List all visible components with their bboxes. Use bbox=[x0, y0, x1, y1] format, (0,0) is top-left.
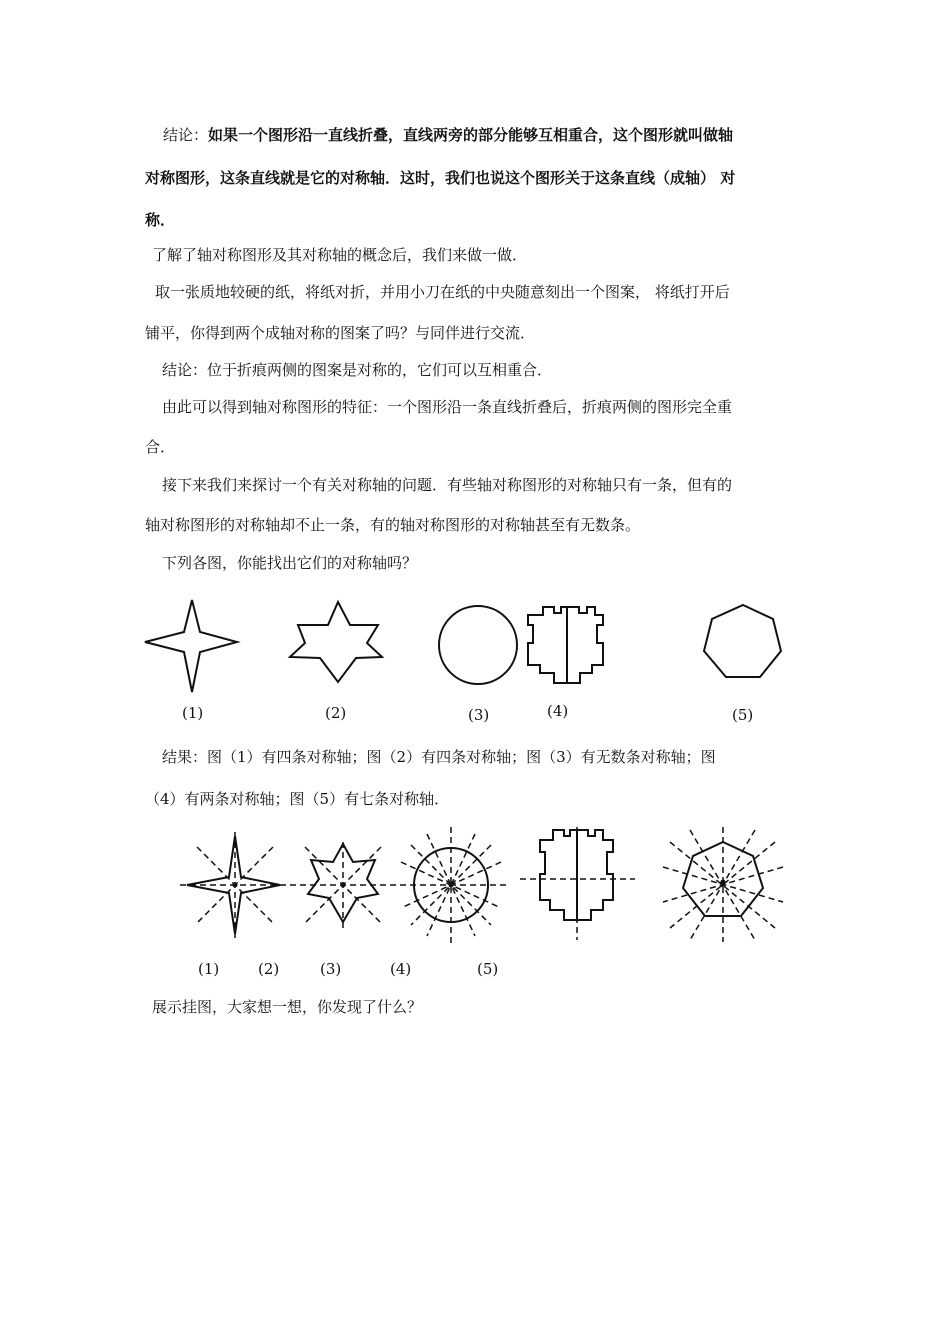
axes-castle-right bbox=[577, 830, 613, 920]
activity-line-2: 铺平，你得到两个成轴对称的图案了吗？与同伴进行交流． bbox=[145, 324, 536, 342]
result-line-2: （4）有两条对称轴；图（5）有七条对称轴． bbox=[145, 790, 450, 808]
fig1-label-1: (1) bbox=[182, 704, 204, 722]
fig1-label-4: (4) bbox=[547, 702, 569, 720]
activity-line-1: 取一张质地较硬的纸，将纸对折，并用小刀在纸的中央随意刻出一个图案， 将纸打开后 bbox=[155, 283, 730, 301]
circle-shape bbox=[439, 606, 517, 684]
fig2-label-2: (2) bbox=[258, 960, 280, 978]
feature-line-2: 合． bbox=[145, 438, 176, 456]
center-point-2 bbox=[341, 883, 346, 888]
shapes-figure bbox=[140, 595, 800, 705]
fig2-label-4: (4) bbox=[390, 960, 412, 978]
question: 下列各图，你能找出它们的对称轴吗？ bbox=[162, 554, 418, 572]
conclusion-line-1 bbox=[145, 125, 810, 145]
axes-figure bbox=[175, 822, 800, 947]
fig1-label-2: (2) bbox=[325, 704, 347, 722]
explore-line-1: 接下来我们来探讨一个有关对称轴的问题．有些轴对称图形的对称轴只有一条，但有的 bbox=[162, 476, 733, 494]
four-point-star-shape bbox=[145, 600, 237, 692]
result-conclusion: 结论：位于折痕两侧的图案是对称的，它们可以互相重合． bbox=[162, 361, 553, 379]
fig2-label-5: (5) bbox=[477, 960, 499, 978]
center-point-1 bbox=[233, 883, 238, 888]
closing-prompt: 展示挂图，大家想一想，你发现了什么？ bbox=[152, 998, 423, 1016]
eight-point-star-shape bbox=[290, 602, 382, 682]
center-point-5 bbox=[721, 880, 726, 885]
fig1-label-5: (5) bbox=[732, 706, 754, 724]
center-point-3 bbox=[449, 883, 454, 888]
feature-line-1: 由此可以得到轴对称图形的特征：一个图形沿一条直线折叠后，折痕两侧的图形完全重 bbox=[162, 398, 733, 416]
conclusion-prefix: 结论： bbox=[163, 126, 209, 144]
intro-paragraph: 了解了轴对称图形及其对称轴的概念后，我们来做一做． bbox=[152, 246, 528, 264]
conclusion-line-2: 对称图形，这条直线就是它的对称轴．这时，我们也说这个图形关于这条直线（成轴） 对 bbox=[145, 169, 736, 187]
conclusion-text-1: 如果一个图形沿一直线折叠，直线两旁的部分能够互相重合，这个图形就叫做轴 bbox=[208, 126, 734, 144]
fig2-label-1: (1) bbox=[198, 960, 220, 978]
explore-line-2: 轴对称图形的对称轴却不止一条，有的轴对称图形的对称轴甚至有无数条。 bbox=[145, 516, 641, 534]
castle-shape-right bbox=[567, 607, 603, 683]
heptagon-shape bbox=[704, 605, 781, 677]
result-line-1: 结果：图（1）有四条对称轴；图（2）有四条对称轴；图（3）有无数条对称轴；图 bbox=[162, 748, 716, 766]
conclusion-line-3: 称． bbox=[145, 211, 176, 229]
fig1-label-3: (3) bbox=[468, 706, 490, 724]
fig2-label-3: (3) bbox=[320, 960, 342, 978]
castle-shape-left bbox=[528, 607, 567, 683]
axes-castle-left bbox=[540, 830, 577, 920]
